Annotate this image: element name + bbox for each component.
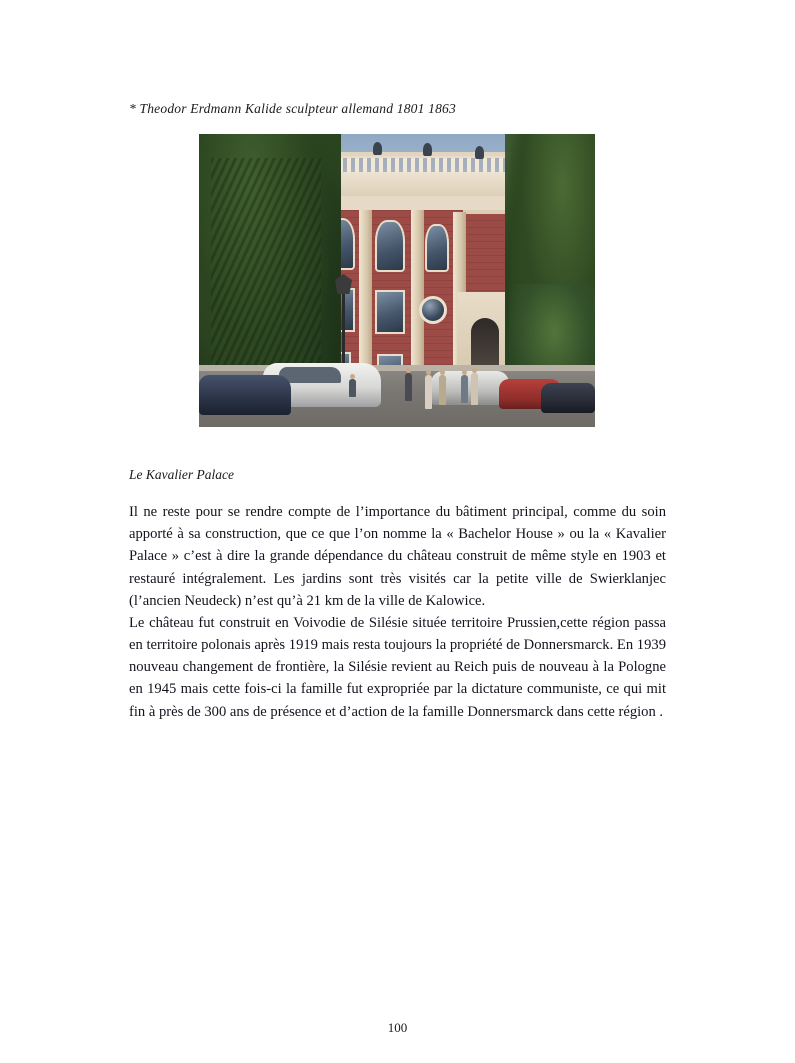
image-caption: Le Kavalier Palace (129, 467, 234, 482)
oculus-window (419, 296, 447, 324)
pedestrian (461, 375, 468, 403)
body-text (129, 501, 666, 723)
kerb-line (199, 365, 595, 371)
roof-ornament (373, 142, 382, 155)
paragraph-1: Il ne reste pour se rendre compte de l’importance du bâtiment principal, comme du soin apporté à sa construction, que ce que l’on nomme la « Bachelor House » ou la « Kavalier Palace » c’est à dire la grande dépendance du château construit de même style en 1903 et restauré intégralement. Les jardins sont très visités car la petite ville de Swierklanjec (l’ancien Neudeck) n’est qu’à 21 km de la ville de Kalowice. (129, 504, 666, 609)
facade-cornice (307, 168, 537, 196)
pedestrian (349, 379, 356, 397)
paragraph-2: Le château fut construit en Voivodie de Silésie située territoire Prussien,cette région passa en territoire polonais après 1919 mais resta toujours la propriété de Donnersmarck. En 1939 nouveau changement de frontière, la Silésie revient au Reich puis de nouveau à la Pologne en 1945 mais cette fois-ci la famille fut expropriée par la dictature communiste, ce qui mit fin à près de 300 ans de présence et d’action de la famille Donnersmarck dans cette région . (129, 614, 666, 720)
pedestrian (439, 375, 446, 405)
window (425, 224, 449, 272)
pedestrian (405, 373, 412, 401)
palace-photograph (199, 134, 595, 427)
photo-canvas (199, 134, 595, 427)
page-number: 100 (387, 1020, 408, 1035)
parked-car-dark-left (199, 375, 291, 415)
roof-ornament (423, 143, 432, 156)
roof-ornament (475, 146, 484, 159)
parked-car-dark-right (541, 383, 595, 413)
facade-string-course (307, 196, 537, 210)
roof-balustrade (307, 156, 537, 172)
page-content (129, 0, 666, 723)
pedestrian (471, 373, 478, 405)
footnote-text: * Theodor Erdmann Kalide sculpteur allemand 1801 1863 (129, 101, 456, 116)
window (375, 220, 405, 272)
window (375, 290, 405, 334)
pedestrian (425, 375, 432, 409)
